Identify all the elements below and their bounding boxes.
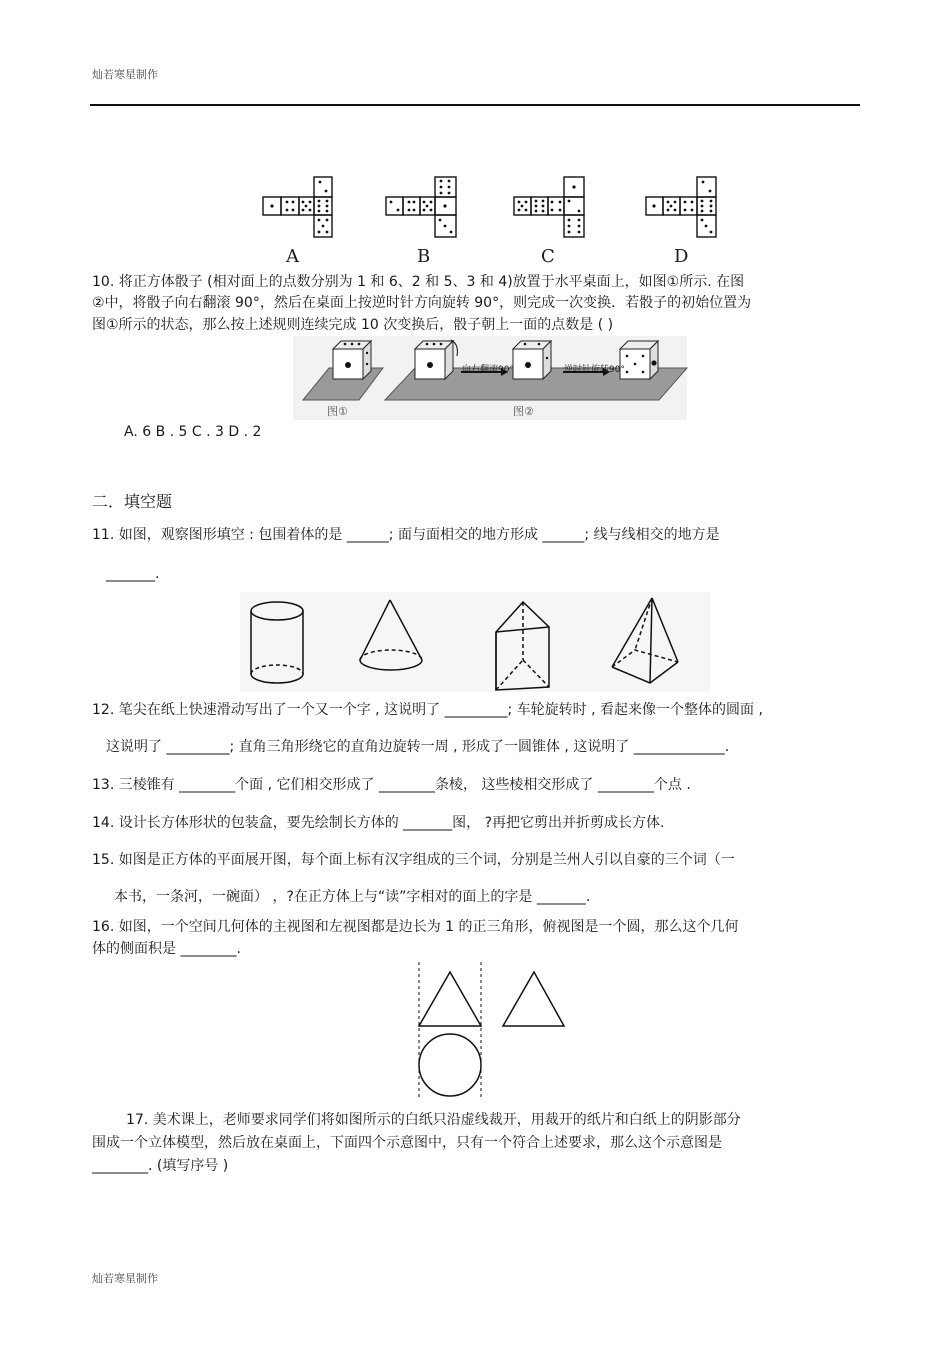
q15-line-1: 15. 如图是正方体的平面展开图，每个面上标有汉字组成的三个词，分别是兰州人引以自豪的三个词（一 — [92, 852, 735, 868]
option-label-b: B — [417, 246, 431, 267]
q11-line-1: 11. 如图，观察图形填空 : 包围着体的是 ______; 面与面相交的地方形成 ______; 线与线相交的地方是 — [92, 527, 720, 543]
dice-rolling-figure — [293, 336, 693, 422]
section-title: 二．填空题 — [92, 492, 173, 511]
arrow-label-roll: 向右翻滚90° — [462, 365, 514, 375]
solid-shapes-figure — [240, 592, 710, 692]
option-label-a: A — [286, 246, 299, 267]
option-label-d: D — [674, 246, 689, 267]
q12-line-1: 12. 笔尖在纸上快速滑动写出了一个又一个字 , 这说明了 _________; 车轮旋转时 , 看起来像一个整体的圆面 , — [92, 702, 763, 718]
page-header: 灿若寒星制作 — [92, 68, 158, 81]
dice-net-options-figure — [0, 0, 950, 280]
q10-options: A. 6 B . 5 C . 3 D . 2 — [124, 424, 262, 440]
q17-line-1: 17. 美术课上，老师要求同学们将如图所示的白纸只沿虚线裁开，用裁开的纸片和白纸上的阴影部分 — [126, 1112, 741, 1128]
q16-line-2: 体的侧面积是 ________. — [92, 941, 241, 957]
q10-line-3: 图①所示的状态，那么按上述规则连续完成 10 次变换后，骰子朝上一面的点数是 ( ) — [92, 317, 614, 333]
q11-line-2: _______. — [106, 566, 160, 582]
q13-line-1: 13. 三棱锥有 ________个面 , 它们相交形成了 ________条棱， 这些棱相交形成了 ________个点 . — [92, 777, 691, 793]
arrow-label-rotate: 逆时针旋转90° — [564, 365, 625, 375]
page-footer: 灿若寒星制作 — [92, 1272, 158, 1285]
option-label-c: C — [541, 246, 555, 267]
q15-line-2: 本书，一条河，一碗面） ，?在正方体上与“读”字相对的面上的字是 _______. — [114, 889, 591, 905]
q10-line-2: ②中，将骰子向右翻滚 90°，然后在桌面上按逆时针方向旋转 90°，则完成一次变换．若骰子的初始位置为 — [92, 295, 752, 311]
q16-line-1: 16. 如图，一个空间几何体的主视图和左视图都是边长为 1 的正三角形，俯视图是一个圆，那么这个几何 — [92, 919, 739, 935]
three-views-figure — [410, 962, 590, 1102]
q17-line-3: ________. (填写序号 ) — [92, 1158, 229, 1174]
figure-2-caption: 图② — [513, 405, 534, 418]
q17-line-2: 围成一个立体模型，然后放在桌面上，下面四个示意图中，只有一个符合上述要求，那么这个示意图是 — [92, 1135, 722, 1151]
q12-line-2: 这说明了 _________; 直角三角形绕它的直角边旋转一周 , 形成了一圆锥体 , 这说明了 _____________. — [106, 739, 730, 755]
figure-1-caption: 图① — [327, 405, 348, 418]
q14-line-1: 14. 设计长方体形状的包装盒，要先绘制长方体的 _______图， ?再把它剪出并折剪成长方体. — [92, 815, 665, 831]
q10-line-1: 10. 将正方体骰子 (相对面上的点数分别为 1 和 6、2 和 5、3 和 4)放置于水平桌面上，如图①所示. 在图 — [92, 274, 745, 290]
